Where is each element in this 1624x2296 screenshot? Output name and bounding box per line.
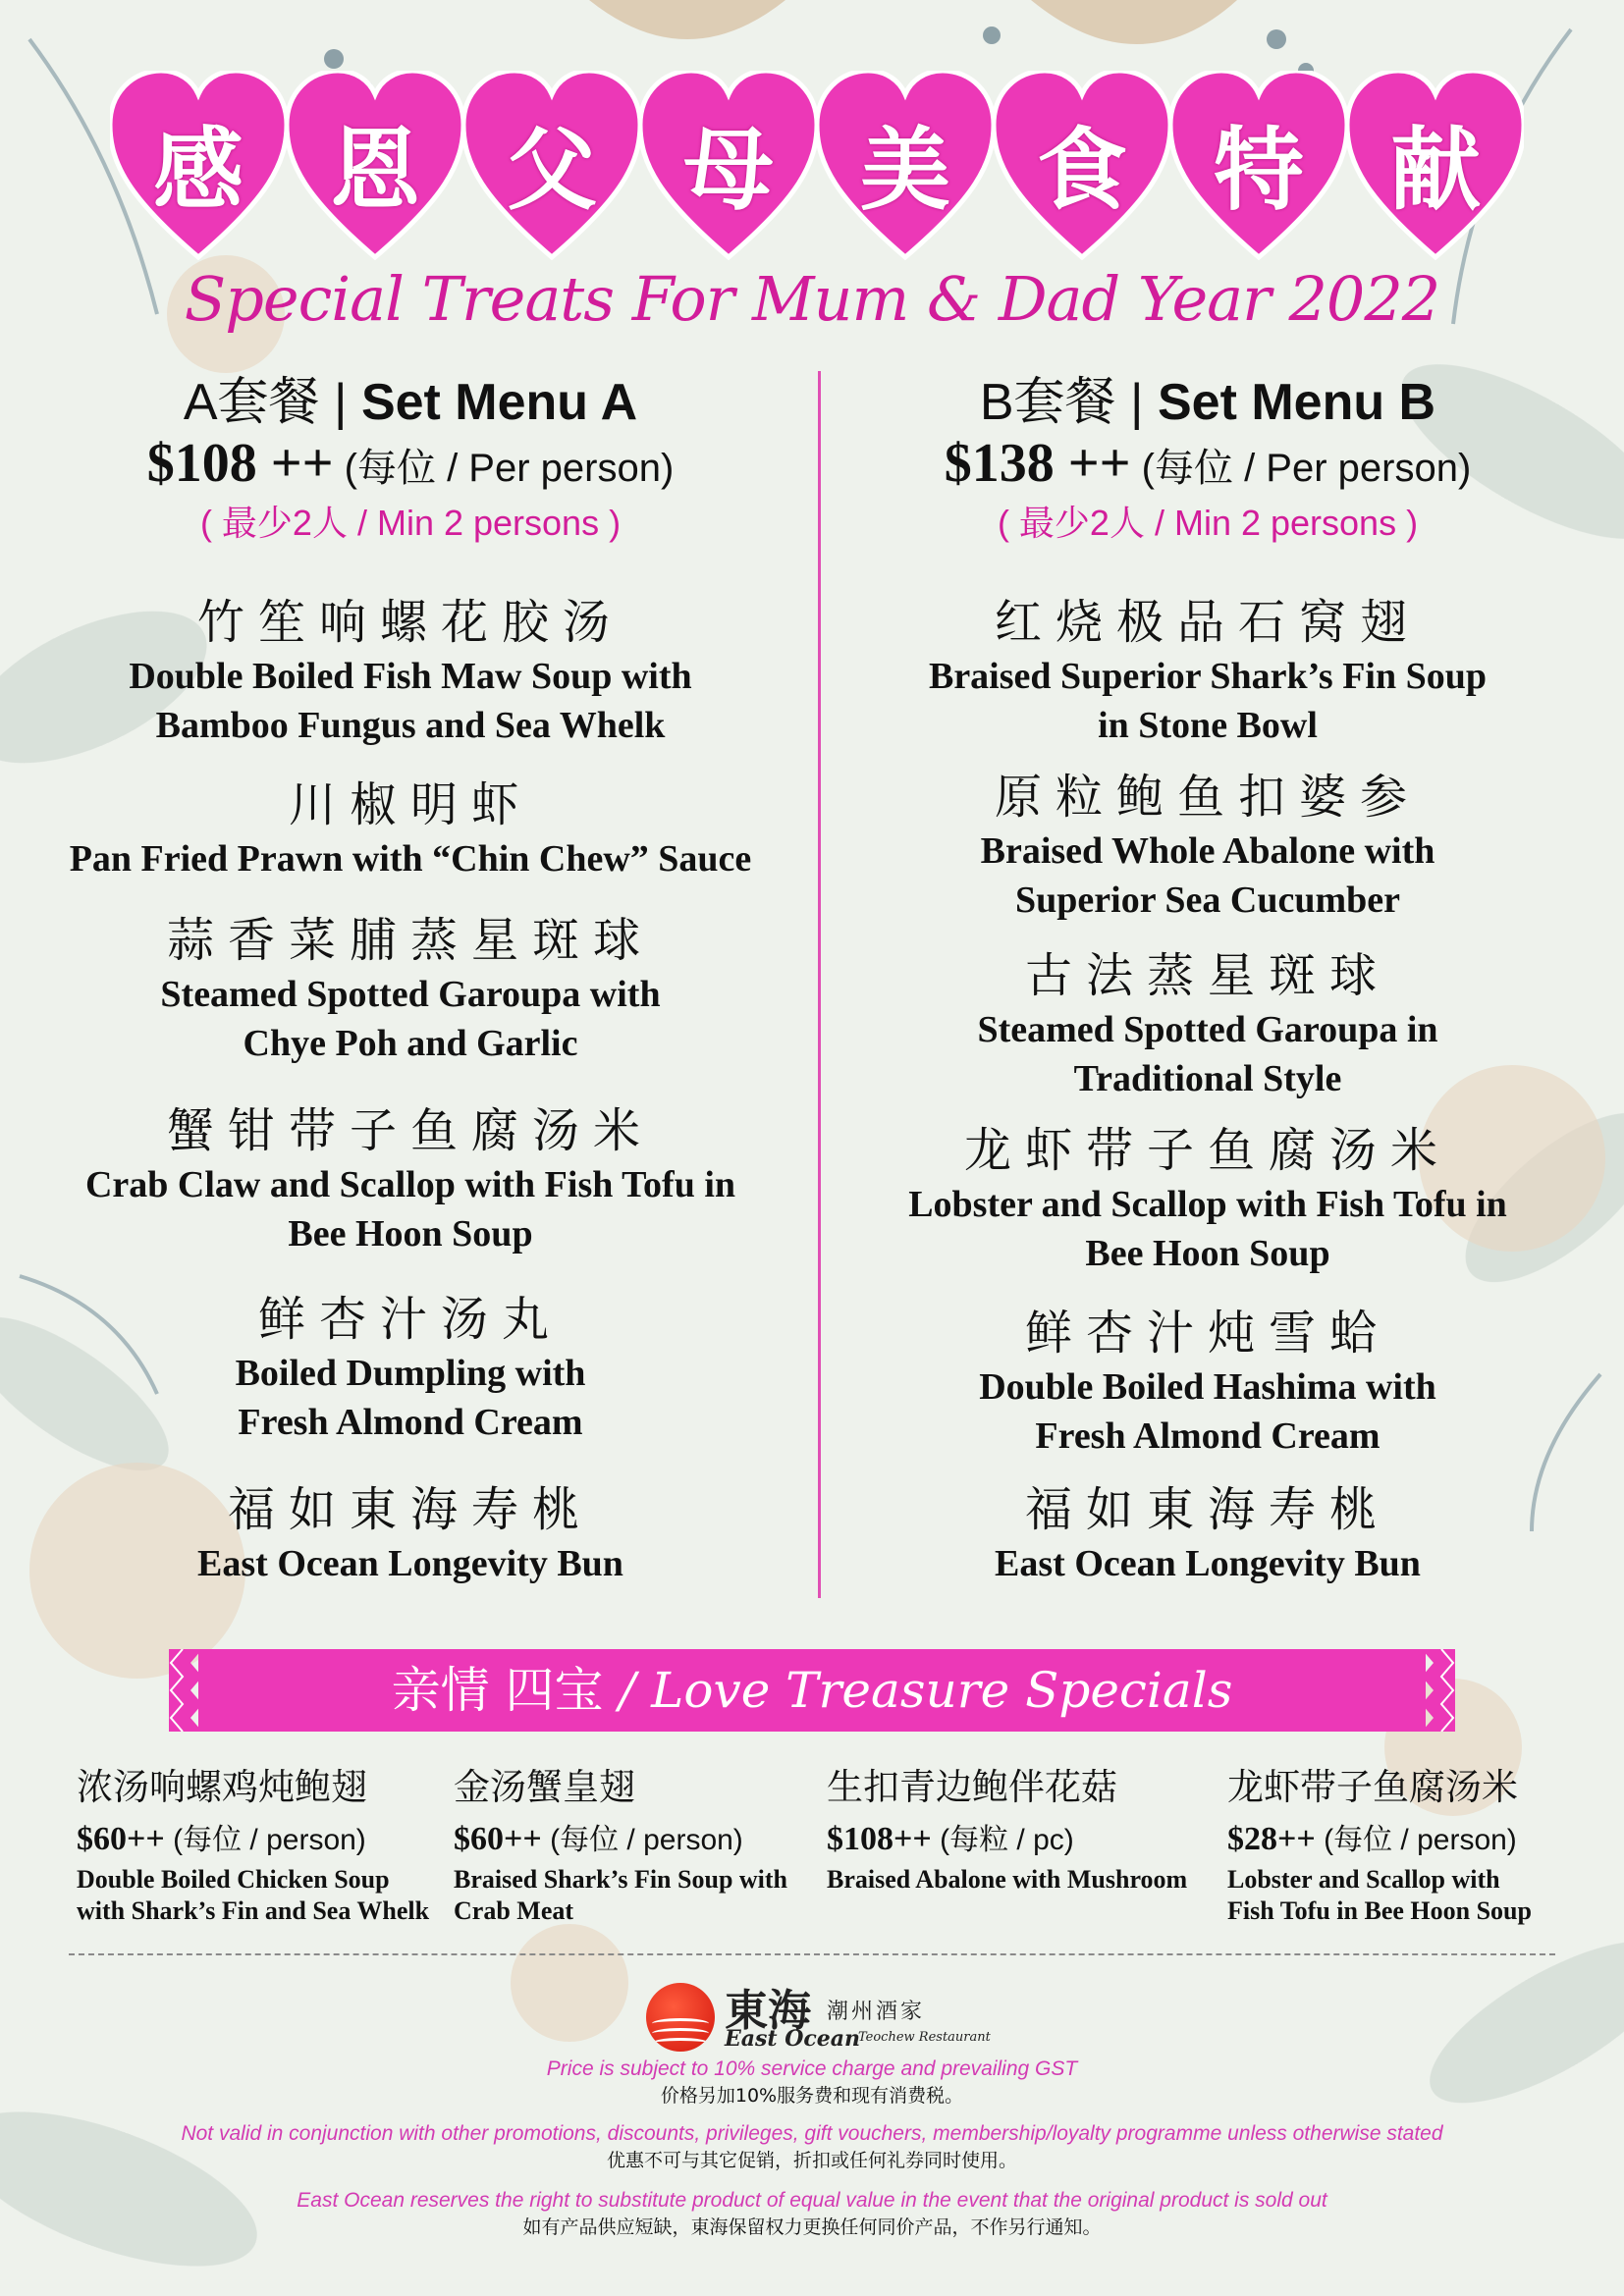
dish-name-zh: 鲜杏汁汤丸 [257,1292,563,1347]
set-menu-a [18,371,803,1584]
special-price: $60++ [454,1821,542,1857]
fine-print-zh: 如有产品供应短缺，東海保留权力更换任何同价产品，不作另行通知。 [522,2216,1102,2238]
menu-b-price-line [815,433,1600,496]
special-name-en: Crab Meat [454,1896,574,1925]
dish-name-zh: 福如東海寿桃 [227,1482,593,1537]
banner-title [169,1649,1455,1732]
dish-name-zh: 竹笙响螺花胶汤 [196,595,623,650]
dish-name-zh: 蒜香菜脯蒸星斑球 [166,913,654,968]
dish-name-zh: 鲜杏汁炖雪蛤 [1024,1306,1390,1361]
menu-b-dish [815,946,1600,1103]
banner-title-zh: 亲情 四宝 [391,1662,604,1719]
menu-a-dish [18,1480,803,1588]
dish-name-en: East Ocean Longevity Bun [995,1543,1421,1584]
dish-name-en: Pan Fried Prawn with “Chin Chew” Sauce [69,838,752,880]
menu-b-dish [815,593,1600,750]
title-heart [463,71,640,267]
menu-a-min-persons: ( 最少2人 / Min 2 persons ) [199,503,622,543]
special-name-en: Fish Tofu in Bee Hoon Soup [1227,1896,1532,1925]
special-name-zh: 金汤蟹皇翅 [454,1766,635,1808]
fine-print [0,2187,1624,2240]
fine-print [0,2056,1624,2109]
title-hearts [110,71,1524,267]
title-heart [640,71,817,267]
dish-name-en: East Ocean Longevity Bun [197,1543,623,1584]
title-heart [110,71,287,267]
menu-a-dish [18,593,803,750]
set-menu-b [815,371,1600,1584]
title-char: 感 [152,118,244,223]
special-name-zh: 浓汤响螺鸡炖鲍翅 [77,1766,367,1808]
special-unit: (每粒 / pc) [931,1824,1074,1856]
dish-name-en: Traditional Style [1073,1058,1342,1099]
dish-name-zh: 原粒鲍鱼扣婆参 [994,770,1421,825]
menu-b-title [815,371,1600,434]
special-name-zh: 龙虾带子鱼腐汤米 [1227,1766,1518,1808]
page-subtitle: Special Treats For Mum & Dad Year 2022 [184,263,1440,335]
logo-subname-zh: 潮州酒家 [827,2000,926,2024]
dish-name-en: Chye Poh and Garlic [243,1023,578,1064]
special-name-en: Lobster and Scallop with [1227,1865,1500,1894]
dashed-separator [69,1953,1555,1955]
menu-a-price-line [18,433,803,496]
fine-print-en: Not valid in conjunction with other promotions, discounts, privileges, gift vouchers, membership/loyalty programme unless otherwise stated [181,2122,1443,2145]
menu-b-min-persons: ( 最少2人 / Min 2 persons ) [997,503,1419,543]
title-heart [1347,71,1524,267]
dish-name-en: Bee Hoon Soup [1085,1233,1330,1274]
special-item [1227,1763,1620,1925]
menu-b-title-prefix: B套餐 | [979,374,1158,431]
fine-print [0,2120,1624,2173]
title-char: 美 [859,118,950,223]
fine-print-en: East Ocean reserves the right to substitute product of equal value in the event that the original product is sold out [297,2189,1327,2212]
menu-a-dish [18,1290,803,1447]
menu-a-title-prefix: A套餐 | [183,374,361,431]
dish-name-en: Braised Superior Shark’s Fin Soup [928,656,1488,697]
menu-b-dish [815,1121,1600,1278]
banner-title-en: Love Treasure Specials [651,1662,1233,1719]
special-price-line [1227,1818,1620,1862]
logo-subname-en: Teochew Restaurant [858,2030,991,2045]
love-treasure-banner [169,1649,1455,1732]
title-char: 恩 [329,118,420,223]
special-name-en: Braised Shark’s Fin Soup with [454,1865,788,1894]
title-heart [817,71,994,267]
special-price: $60++ [77,1821,165,1857]
special-unit: (每位 / person) [541,1824,743,1856]
special-unit: (每位 / person) [164,1824,366,1856]
dish-name-en: Superior Sea Cucumber [1015,880,1400,921]
logo-name-zh: 東海 [725,1986,811,2036]
title-char: 母 [682,118,774,223]
special-name-en: Double Boiled Chicken Soup [77,1865,390,1894]
menu-a-price-note: (每位 / Per person) [333,447,675,490]
menu-b-dish [815,768,1600,925]
fine-print-zh: 价格另加10%服务费和现有消费税。 [660,2085,964,2107]
special-name-en: with Shark’s Fin and Sea Whelk [77,1896,430,1925]
special-price: $108++ [827,1821,932,1857]
menu-b-price: $138 ++ [944,433,1131,494]
menu-a-price: $108 ++ [146,433,334,494]
special-price-line [827,1818,1219,1862]
dish-name-zh: 古法蒸星斑球 [1024,948,1390,1003]
menu-a-dish [18,775,803,883]
menu-a-title-main: Set Menu A [360,374,638,431]
menu-a-dish [18,911,803,1068]
dish-name-en: Fresh Almond Cream [238,1402,583,1443]
dish-name-en: Double Boiled Hashima with [979,1366,1436,1408]
special-price: $28++ [1227,1821,1316,1857]
dish-name-zh: 川椒明虾 [288,777,532,832]
menu-a-title [18,371,803,434]
menu-b-price-note: (每位 / Per person) [1130,447,1472,490]
special-name-en: Braised Abalone with Mushroom [827,1865,1188,1894]
special-item [454,1763,846,1925]
title-char: 父 [506,118,597,223]
menu-b-dish [815,1480,1600,1588]
special-item [77,1763,469,1925]
title-char: 特 [1213,118,1304,223]
dish-name-en: Crab Claw and Scallop with Fish Tofu in [84,1164,736,1205]
special-price-line [454,1818,846,1862]
dish-name-zh: 红烧极品石窝翅 [994,595,1421,650]
title-heart [994,71,1170,267]
menu-a-dish [18,1101,803,1258]
dish-name-en: Steamed Spotted Garoupa in [977,1009,1438,1050]
dish-name-en: Fresh Almond Cream [1035,1415,1380,1457]
title-heart [287,71,463,267]
menu-b-dish [815,1304,1600,1461]
sun-wave-icon [646,1983,715,2052]
title-char: 献 [1389,118,1481,223]
dish-name-en: Boiled Dumpling with [235,1353,586,1394]
dish-name-zh: 蟹钳带子鱼腐汤米 [166,1103,654,1158]
logo-name-en: East Ocean [725,2026,861,2052]
east-ocean-logo [640,1975,994,2056]
fine-print-en: Price is subject to 10% service charge and prevailing GST [546,2057,1078,2080]
special-item [827,1763,1219,1894]
menu-b-title-main: Set Menu B [1157,374,1436,431]
title-char: 食 [1036,118,1127,223]
fine-print-zh: 优惠不可与其它促销，折扣或任何礼券同时使用。 [606,2150,1017,2171]
banner-separator: / [603,1662,652,1719]
title-heart [1170,71,1347,267]
special-unit: (每位 / person) [1315,1824,1517,1856]
special-price-line [77,1818,469,1862]
dish-name-en: Lobster and Scallop with Fish Tofu in [908,1184,1507,1225]
dish-name-zh: 福如東海寿桃 [1024,1482,1390,1537]
dish-name-en: Steamed Spotted Garoupa with [160,974,661,1015]
dish-name-en: in Stone Bowl [1098,705,1318,746]
dish-name-en: Bamboo Fungus and Sea Whelk [155,705,666,746]
dish-name-en: Double Boiled Fish Maw Soup with [129,656,692,697]
dish-name-zh: 龙虾带子鱼腐汤米 [963,1123,1451,1178]
special-name-zh: 生扣青边鲍伴花菇 [827,1766,1117,1808]
dish-name-en: Braised Whole Abalone with [980,830,1435,872]
dish-name-en: Bee Hoon Soup [288,1213,533,1255]
